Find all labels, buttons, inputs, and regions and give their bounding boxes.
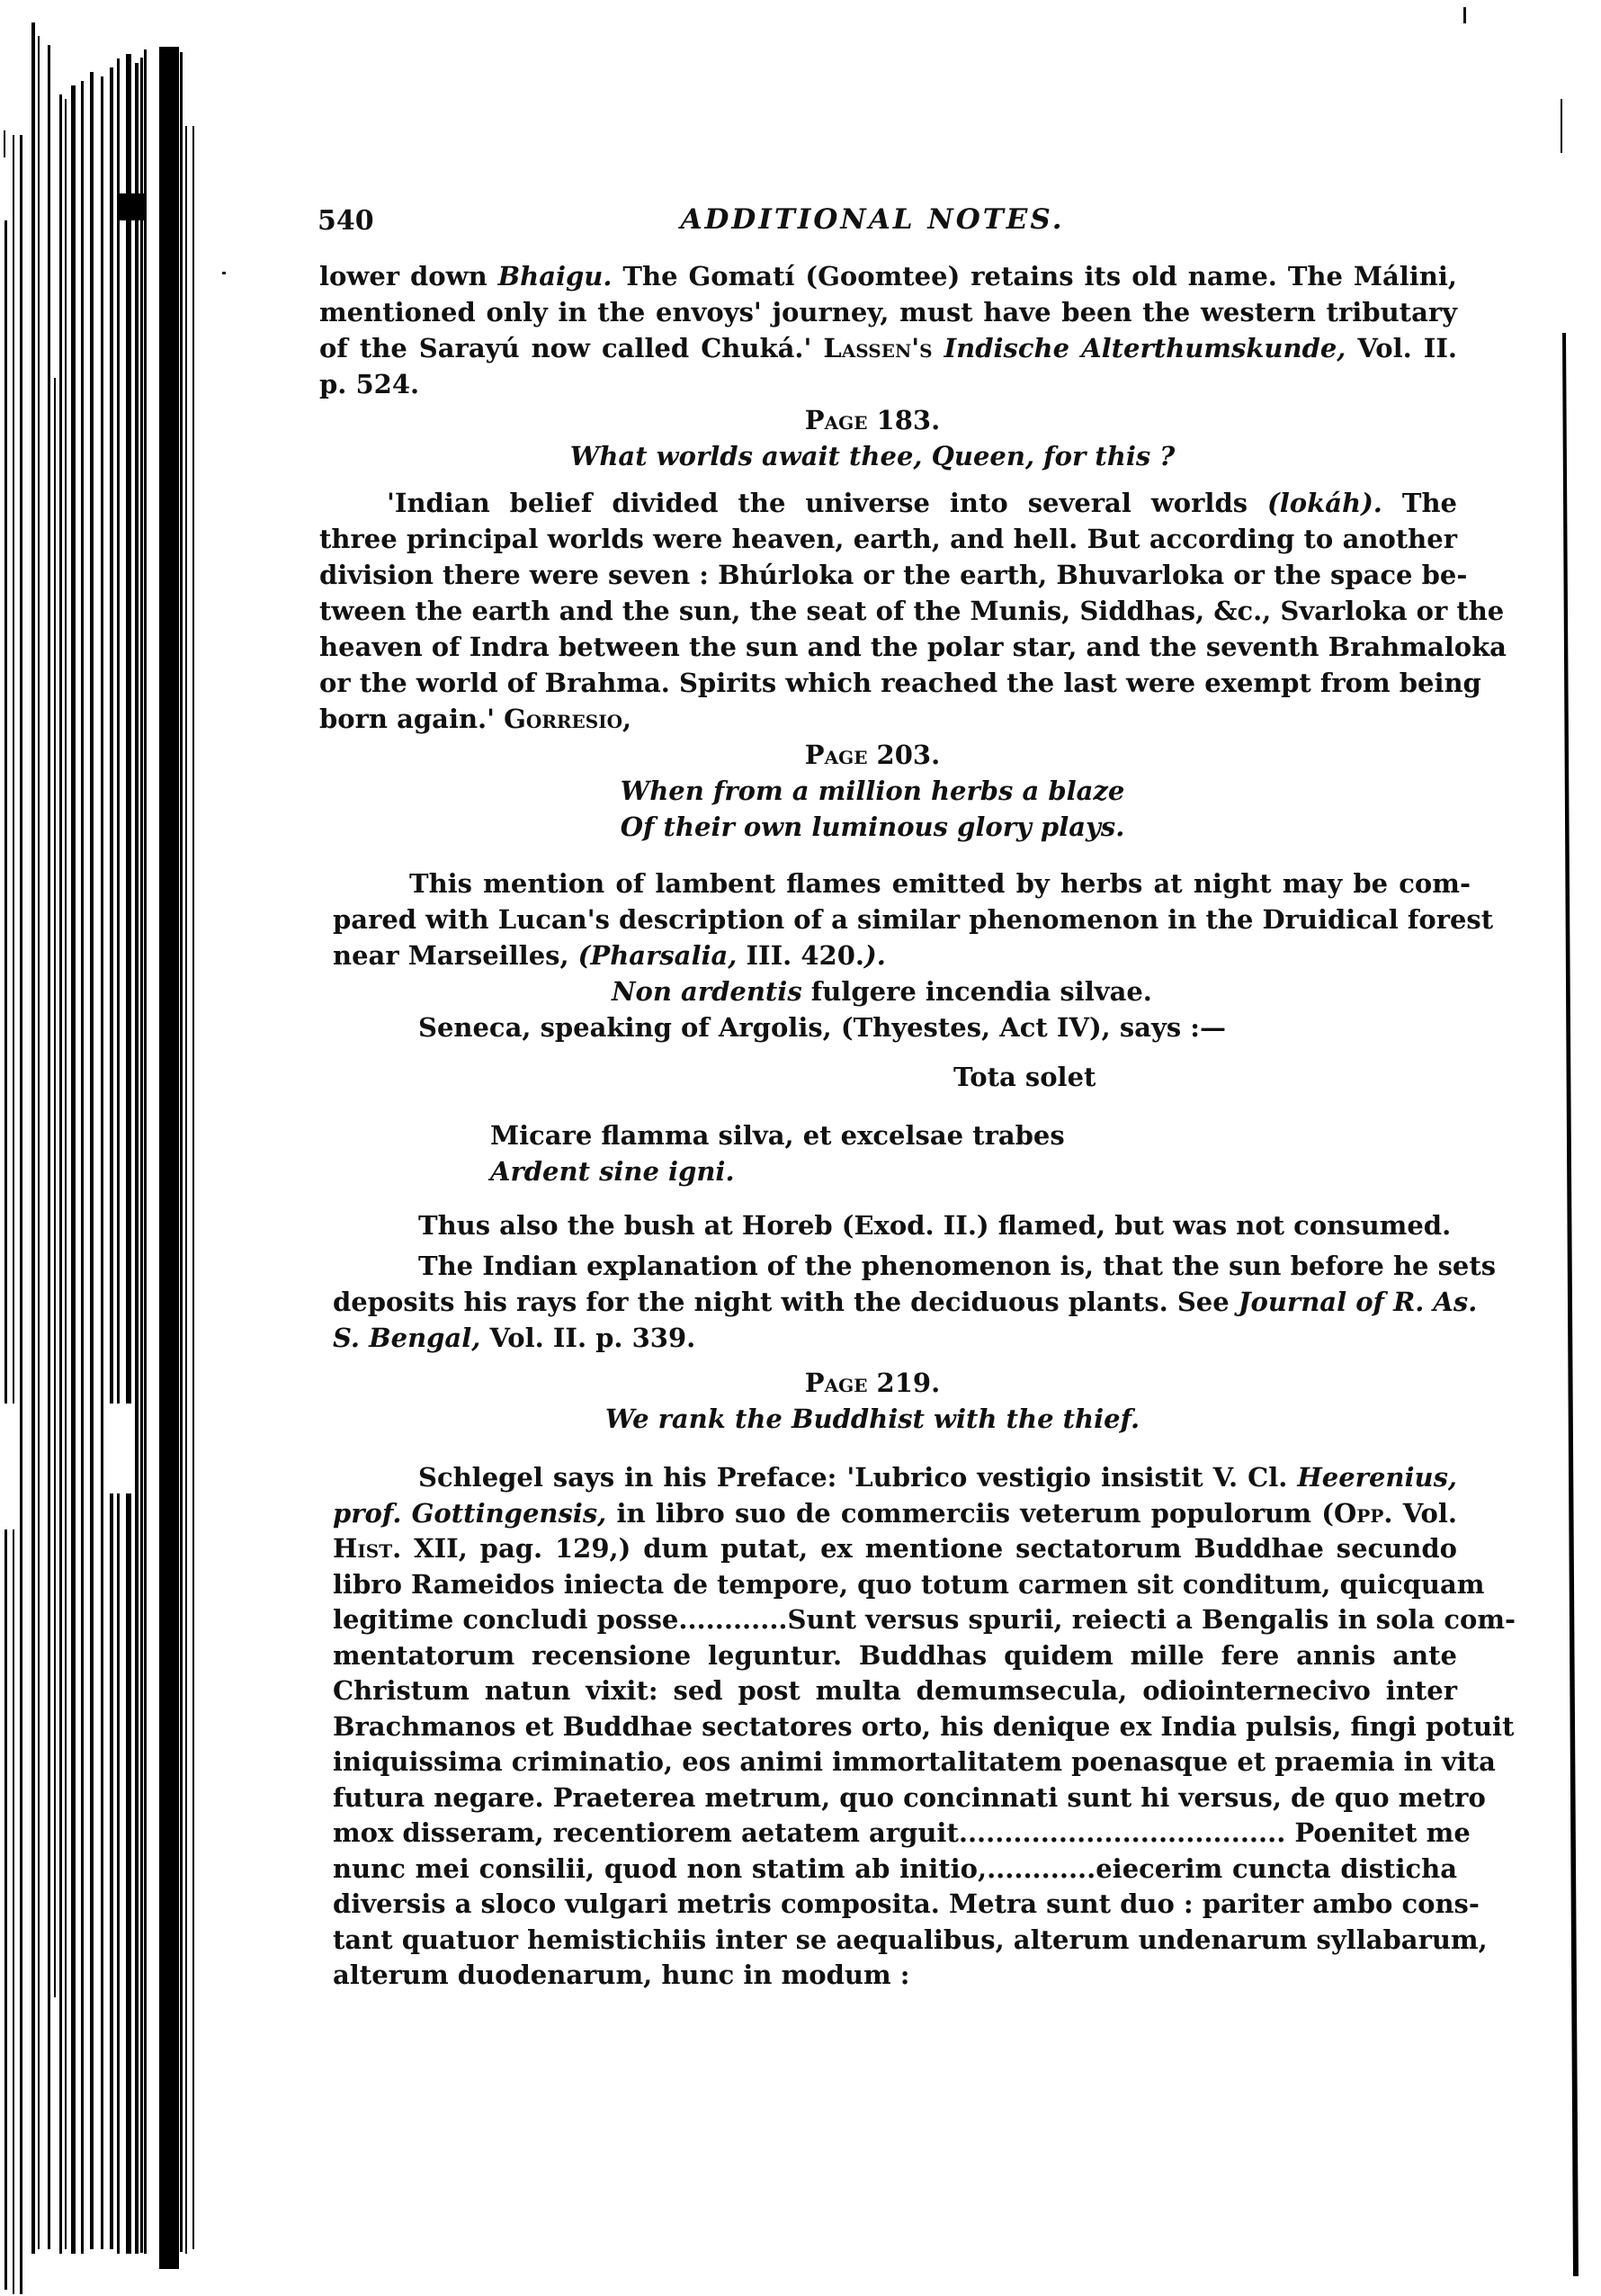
body-line: or the world of Brahma. Spirits which reached the last were exempt from being <box>319 668 1481 698</box>
scan-speck <box>222 272 226 274</box>
epigraph: Of their own luminous glory plays. <box>620 812 1125 842</box>
verse-line: Micare flamma silva, et excelsae trabes <box>490 1120 1065 1151</box>
body-line: The Indian explanation of the phenomenon is, that the sun before he sets <box>418 1251 1497 1281</box>
running-title: ADDITIONAL NOTES. <box>680 203 1065 236</box>
body-line: S. Bengal, Vol. II. p. 339. <box>333 1323 696 1353</box>
body-line: heaven of Indra between the sun and the polar star, and the seventh Brahmaloka <box>319 632 1507 662</box>
section-heading: Page 203. <box>804 740 941 770</box>
body-line: legitime concludi posse............Sunt versus spurii, reiecti a Bengalis in sola com- <box>333 1604 1516 1635</box>
body-line: diversis a sloco vulgari metris composita. Metra sunt duo : pariter ambo cons- <box>333 1888 1480 1919</box>
body-line: three principal worlds were heaven, earth, and hell. But according to another <box>319 524 1457 554</box>
body-line: iniquissima criminatio, eos animi immortalitatem poenasque et praemia in vita <box>333 1746 1496 1777</box>
body-line: tween the earth and the sun, the seat of the Munis, Siddhas, &c., Svarloka or the <box>319 596 1505 626</box>
section-heading: Page 183. <box>804 405 941 435</box>
epigraph: When from a million herbs a blaze <box>620 776 1125 806</box>
body-line: tant quatuor hemistichiis inter se aequalibus, alterum undenarum syllabarum, <box>333 1924 1488 1955</box>
body-line: division there were seven : Bhúrloka or the earth, Bhuvarloka or the space be- <box>319 560 1468 590</box>
body-line: Schlegel says in his Preface: 'Lubrico vestigio insistit V. Cl. Heerenius, <box>418 1462 1457 1493</box>
body-line: futura negare. Praeterea metrum, quo concinnati sunt hi versus, de quo metro <box>333 1781 1486 1813</box>
verse-line: Tota solet <box>953 1062 1096 1092</box>
body-line: of the Sarayú now called Chuká.' Lassen's Indische Alterthumskunde, Vol. II. <box>319 333 1457 363</box>
epigraph: What worlds await thee, Queen, for this ? <box>569 441 1176 471</box>
body-line: alterum duodenarum, hunc in modum : <box>333 1960 910 1990</box>
body-line: 'Indian belief divided the universe into several worlds (lokáh). The <box>387 488 1457 518</box>
body-line: deposits his rays for the night with the deciduous plants. See Journal of R. As. <box>333 1287 1478 1317</box>
epigraph: We rank the Buddhist with the thief. <box>604 1404 1140 1434</box>
section-heading: Page 219. <box>804 1368 941 1398</box>
body-line: pared with Lucan's description of a similar phenomenon in the Druidical forest <box>333 904 1494 935</box>
book-page-edges-left <box>0 0 202 2296</box>
body-line: Hist. XII, pag. 129,) dum putat, ex mentione sectatorum Buddhae secundo <box>333 1533 1457 1564</box>
body-line: Thus also the bush at Horeb (Exod. II.) flamed, but was not consumed. <box>418 1210 1452 1241</box>
body-line: prof. Gottingensis, in libro suo de commerciis veterum populorum (Opp. Vol. <box>333 1497 1457 1529</box>
book-page-edge-right <box>1561 0 1588 2296</box>
body-line: p. 524. <box>319 369 420 399</box>
body-line: mentioned only in the envoys' journey, must have been the western tributary <box>319 297 1457 327</box>
body-line: Brachmanos et Buddhae sectatores orto, his denique ex India pulsis, fingi potuit <box>333 1710 1515 1742</box>
body-line: near Marseilles, (Pharsalia, III. 420.). <box>333 940 886 971</box>
page-number: 540 <box>318 205 374 237</box>
body-line: lower down Bhaigu. The Gomatí (Goomtee) retains its old name. The Málini, <box>319 261 1457 291</box>
body-line: nunc mei consilii, quod non statim ab initio,............eiecerim cuncta disticha <box>333 1852 1457 1884</box>
body-line: Christum natun vixit: sed post multa demumsecula, odiointernecivo inter <box>333 1675 1457 1706</box>
body-line: mox disseram, recentiorem aetatem arguit.................................... Poenitet me <box>333 1817 1471 1848</box>
body-line: Seneca, speaking of Argolis, (Thyestes, Act IV), says :— <box>418 1012 1226 1043</box>
scan-mark <box>1463 7 1466 23</box>
body-line: born again.' Gorresio, <box>319 704 632 734</box>
quote-line: Non ardentis fulgere incendia silvae. <box>612 976 1152 1007</box>
body-line: mentatorum recensione leguntur. Buddhas quidem mille fere annis ante <box>333 1639 1457 1671</box>
body-line: libro Rameidos iniecta de tempore, quo totum carmen sit conditum, quicquam <box>333 1568 1485 1600</box>
body-line: This mention of lambent flames emitted by herbs at night may be com- <box>409 868 1471 899</box>
verse-line: Ardent sine igni. <box>490 1156 735 1187</box>
